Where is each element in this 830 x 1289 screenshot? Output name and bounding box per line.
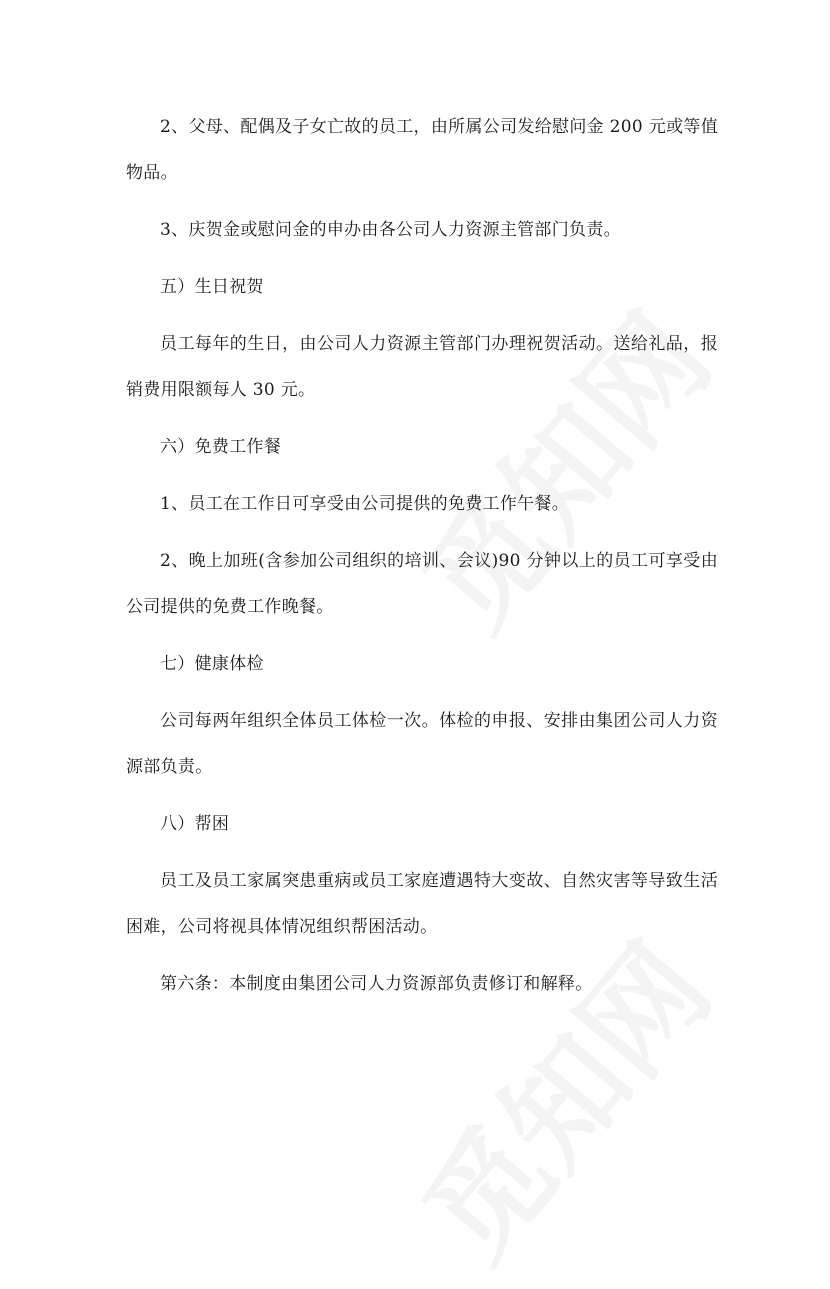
paragraph-health-check: 公司每两年组织全体员工体检一次。体检的申报、安排由集团公司人力资源部负责。 (126, 711, 718, 777)
section-heading-free-meal: 六）免费工作餐 (160, 437, 282, 457)
paragraph-birthday: 员工每年的生日，由公司人力资源主管部门办理祝贺活动。送给礼品，报销费用限额每人 30 元。 (126, 334, 718, 400)
paragraph-hardship-aid: 员工及员工家属突患重病或员工家庭遭遇特大变故、自然灾害等导致生活困难，公司将视具体情况组织帮困活动。 (126, 871, 718, 937)
section-heading-hardship-aid: 八）帮困 (160, 814, 230, 834)
document-body (126, 104, 718, 1018)
paragraph-condolence-family: 2、父母、配偶及子女亡故的员工，由所属公司发给慰问金 200 元或等值物品。 (126, 117, 718, 183)
paragraph-free-lunch: 1、员工在工作日可享受由公司提供的免费工作午餐。 (160, 494, 570, 514)
paragraph-free-dinner: 2、晚上加班(含参加公司组织的培训、会议)90 分钟以上的员工可享受由公司提供的免费工作晚餐。 (126, 551, 718, 617)
section-heading-health-check: 七）健康体检 (160, 654, 264, 674)
paragraph-application-responsibility: 3、庆贺金或慰问金的申办由各公司人力资源主管部门负责。 (160, 220, 621, 240)
article-six: 第六条：本制度由集团公司人力资源部负责修订和解释。 (160, 974, 593, 994)
section-heading-birthday: 五）生日祝贺 (160, 277, 264, 297)
